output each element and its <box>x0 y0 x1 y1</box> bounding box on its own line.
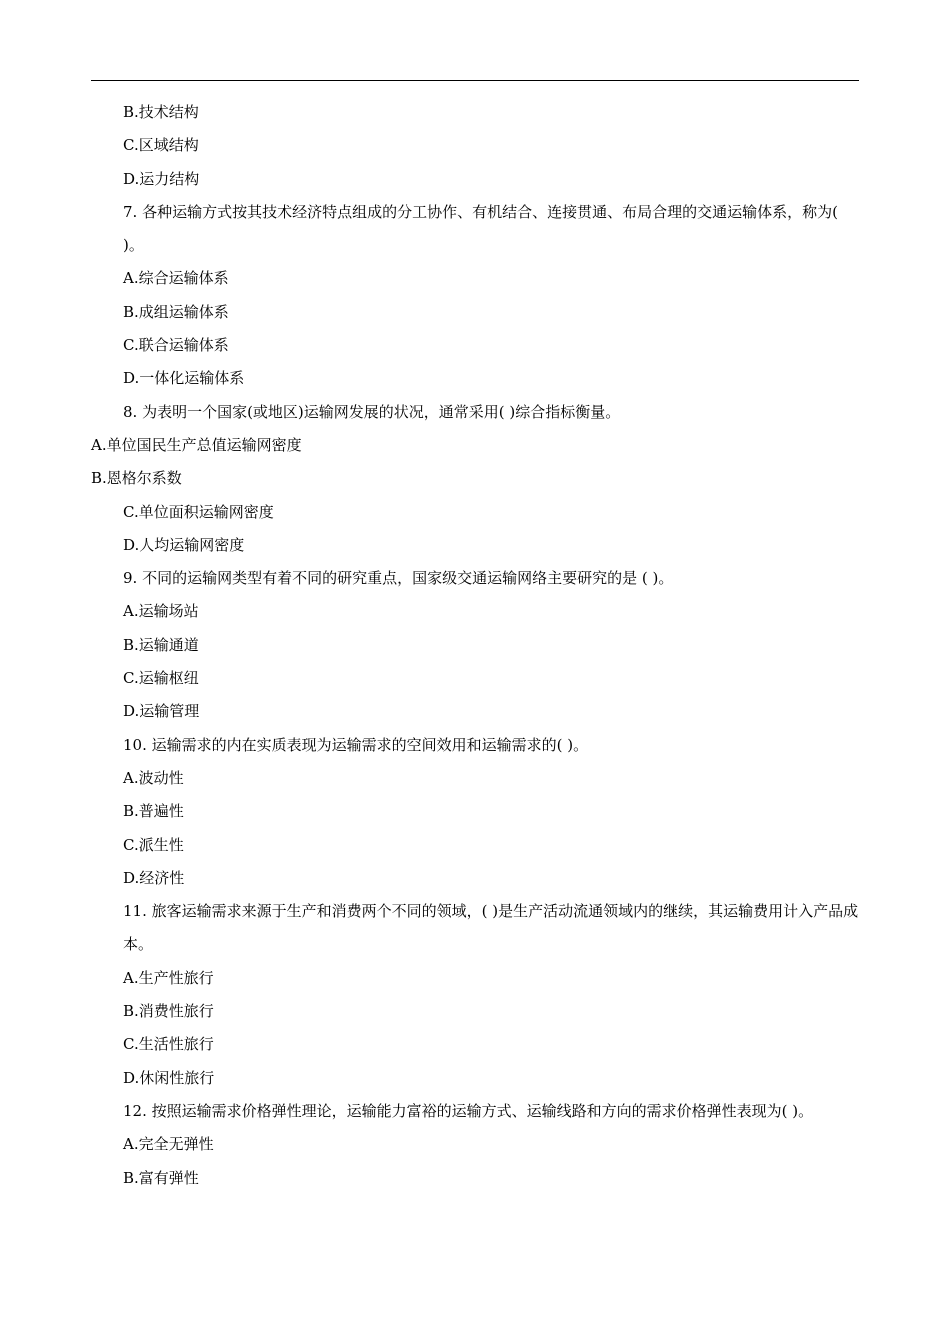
question-12: 12. 按照运输需求价格弹性理论，运输能力富裕的运输方式、运输线路和方向的需求价格弹性表现为( )。 <box>123 1101 814 1120</box>
page-content <box>91 96 859 1195</box>
header-rule <box>91 80 859 81</box>
option-line: B.技术结构 <box>123 103 199 121</box>
option-line: D.人均运输网密度 <box>123 535 245 554</box>
option-line: D.一体化运输体系 <box>123 369 245 388</box>
option-line: B.恩格尔系数 <box>91 469 182 488</box>
option-line: A.综合运输体系 <box>123 269 229 288</box>
option-line: C.联合运输体系 <box>123 336 229 355</box>
option-line: C.区域结构 <box>123 136 199 155</box>
option-line: B.消费性旅行 <box>123 1002 214 1021</box>
option-line: C.派生性 <box>123 835 184 854</box>
question-10: 10. 运输需求的内在实质表现为运输需求的空间效用和运输需求的( )。 <box>123 735 589 754</box>
option-line: D.运输管理 <box>123 702 200 721</box>
option-line: C.单位面积运输网密度 <box>123 502 274 521</box>
option-line: B.普遍性 <box>123 802 184 821</box>
option-line: B.成组运输体系 <box>123 302 229 321</box>
question-9: 9. 不同的运输网类型有着不同的研究重点，国家级交通运输网络主要研究的是 ( )。 <box>123 569 674 588</box>
option-line: A.完全无弹性 <box>123 1135 214 1154</box>
option-line: C.生活性旅行 <box>123 1035 214 1054</box>
option-line: D.经济性 <box>123 868 185 887</box>
option-line: A.波动性 <box>123 768 184 787</box>
question-7: 7. 各种运输方式按其技术经济特点组成的分工协作、有机结合、连接贯通、布局合理的交通运输体系，称为( )。 <box>123 202 838 255</box>
question-8: 8. 为表明一个国家(或地区)运输网发展的状况，通常采用( )综合指标衡量。 <box>123 402 621 421</box>
option-line: B.富有弹性 <box>123 1168 199 1187</box>
question-11: 11. 旅客运输需求来源于生产和消费两个不同的领域，( )是生产活动流通领域内的继续，其运输费用计入产品成本。 <box>123 902 859 954</box>
option-line: A.生产性旅行 <box>123 968 214 987</box>
option-line: B.运输通道 <box>123 635 199 654</box>
option-line: C.运输枢纽 <box>123 669 199 688</box>
option-line: D.休闲性旅行 <box>123 1068 215 1087</box>
option-line: A.运输场站 <box>123 602 199 621</box>
option-line: D.运力结构 <box>123 169 200 188</box>
option-line: A.单位国民生产总值运输网密度 <box>91 435 302 454</box>
